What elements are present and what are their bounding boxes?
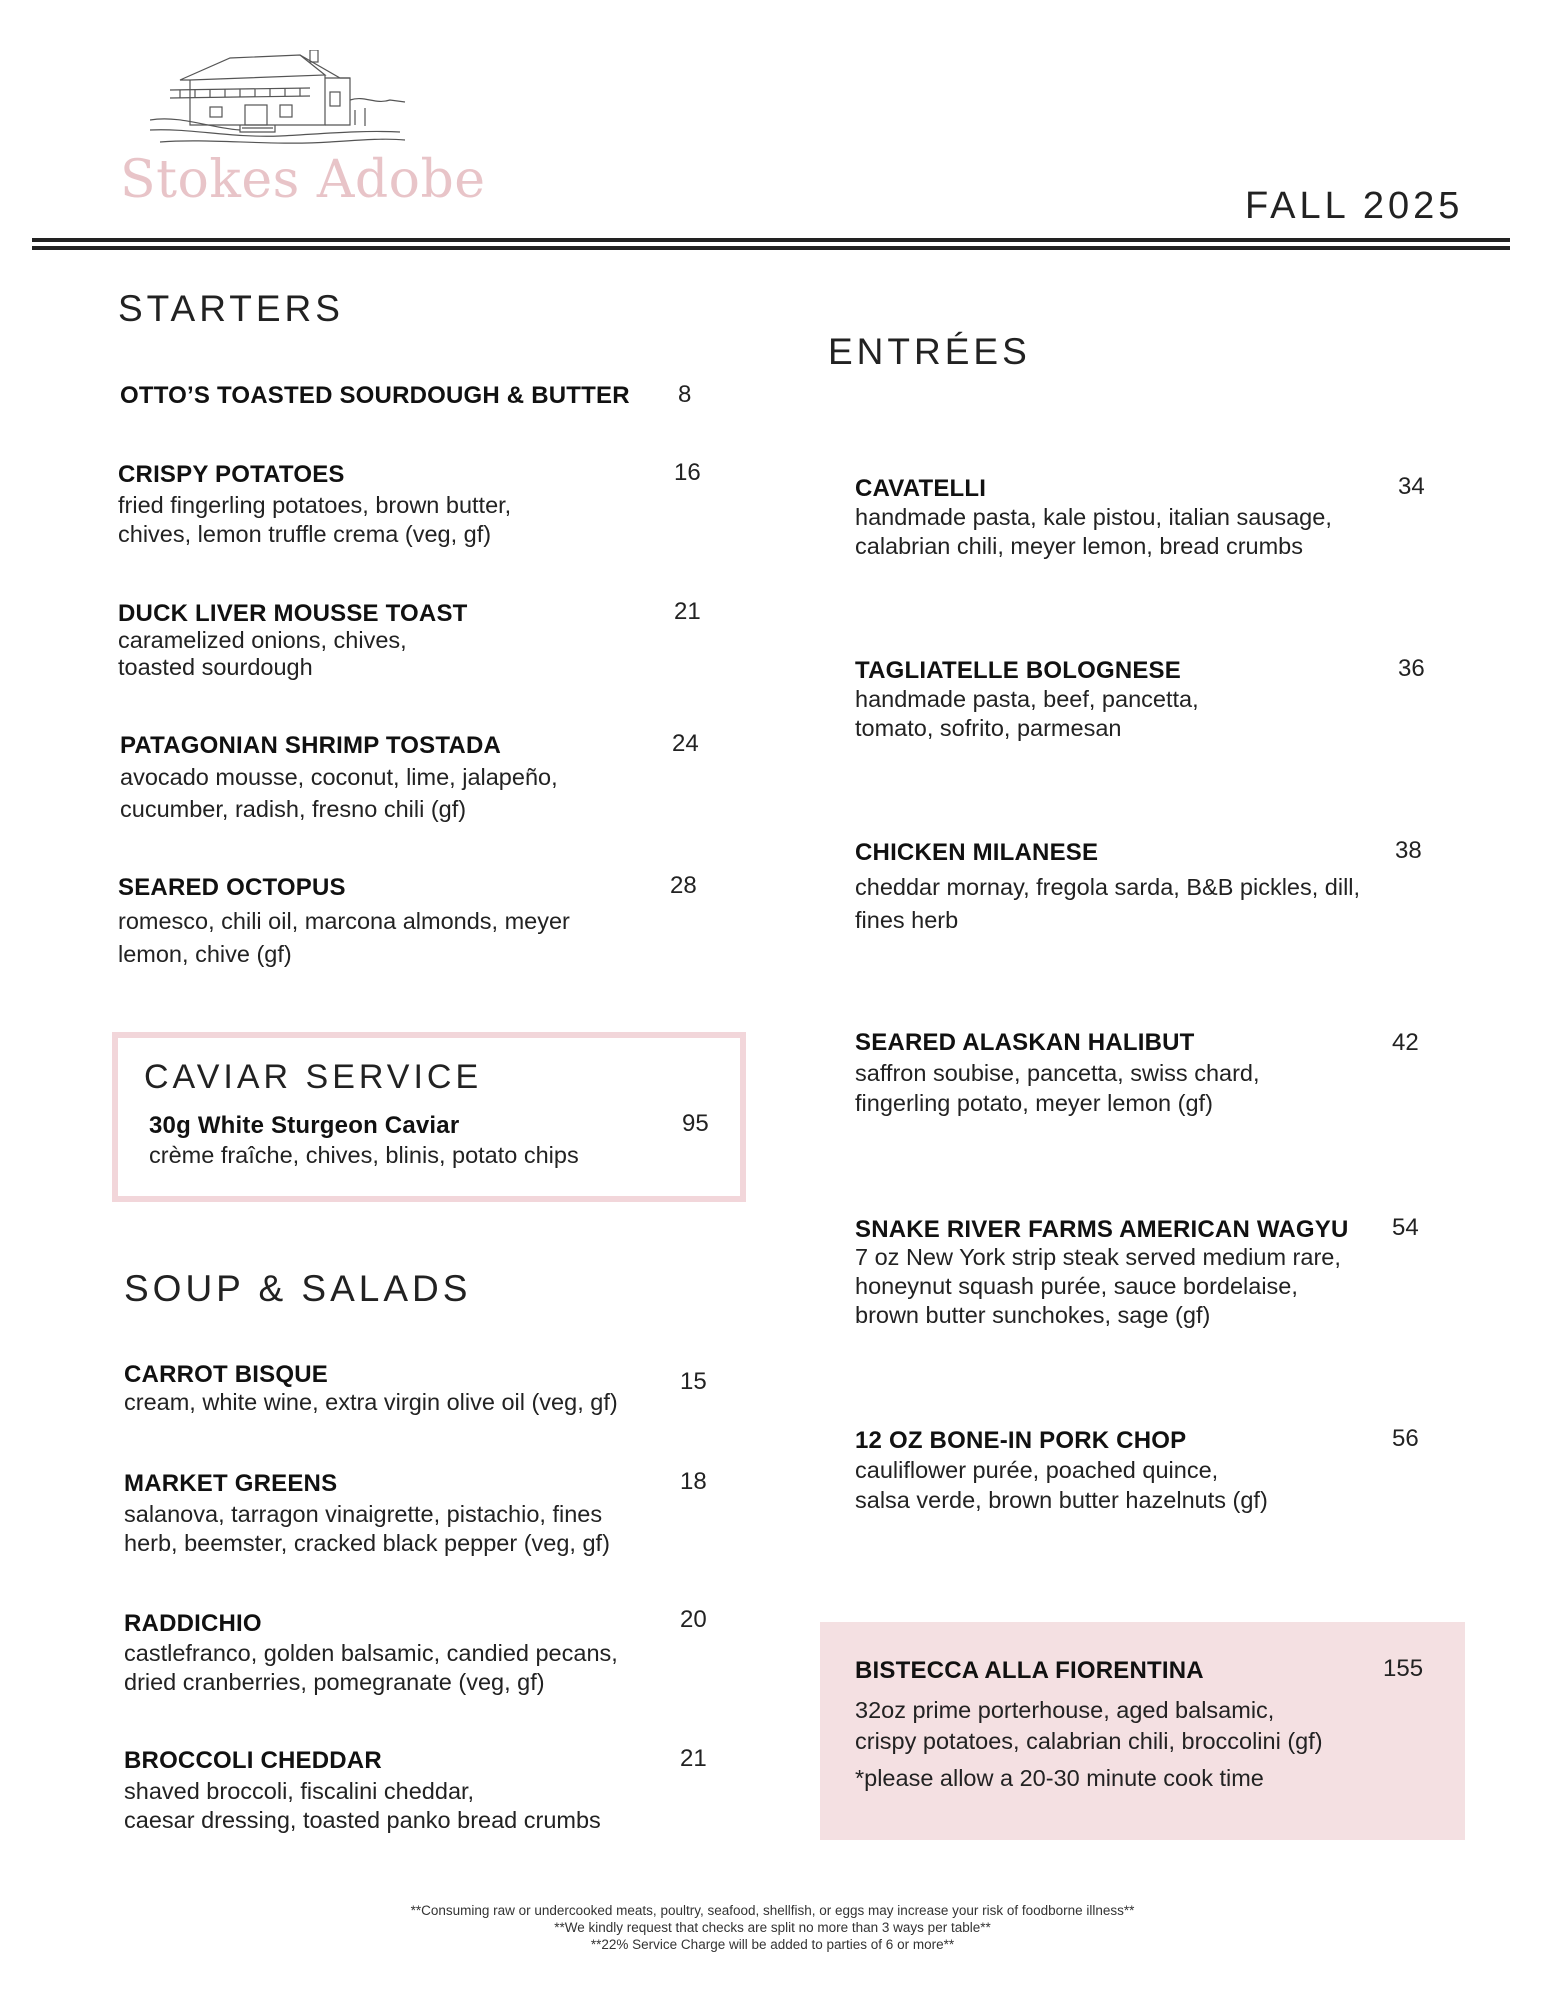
item-price: 24 <box>672 730 699 757</box>
item-description: fried fingerling potatoes, brown butter, chives, lemon truffle crema (veg, gf) <box>118 492 512 547</box>
item-price: 28 <box>670 872 697 899</box>
item-name: RADDICHIO <box>124 1610 262 1637</box>
item-description: handmade pasta, beef, pancetta, tomato, sofrito, parmesan <box>855 686 1199 741</box>
item-price: 42 <box>1392 1029 1419 1056</box>
caviar-price: 95 <box>682 1110 709 1137</box>
item-price: 36 <box>1398 655 1425 682</box>
item-description: handmade pasta, kale pistou, italian sausage, calabrian chili, meyer lemon, bread crumbs <box>855 504 1332 559</box>
item-price: 20 <box>680 1606 707 1633</box>
item-price: 8 <box>678 381 692 408</box>
item-name: MARKET GREENS <box>124 1470 338 1497</box>
item-name: OTTO’S TOASTED SOURDOUGH & BUTTER <box>120 382 630 409</box>
item-price: 38 <box>1395 837 1422 864</box>
item-description: caramelized onions, chives, toasted sourdough <box>118 627 407 680</box>
footer-line: **22% Service Charge will be added to parties of 6 or more** <box>590 1937 955 1952</box>
item-description: shaved broccoli, fiscalini cheddar, caesar dressing, toasted panko bread crumbs <box>124 1778 601 1833</box>
footer-notes <box>0 1902 1545 1953</box>
caviar-item-name: 30g White Sturgeon Caviar <box>149 1112 460 1139</box>
item-name: PATAGONIAN SHRIMP TOSTADA <box>120 732 502 759</box>
item-price: 18 <box>680 1468 707 1495</box>
item-price: 16 <box>674 459 701 486</box>
item-description: cheddar mornay, fregola sarda, B&B pickles, dill, fines herb <box>855 874 1361 933</box>
bistecca-cook-note: *please allow a 20-30 minute cook time <box>855 1765 1264 1791</box>
item-name: DUCK LIVER MOUSSE TOAST <box>118 600 468 627</box>
item-name: 12 OZ BONE-IN PORK CHOP <box>855 1427 1187 1454</box>
item-price: 15 <box>680 1368 707 1395</box>
footer-line: **Consuming raw or undercooked meats, poultry, seafood, shellfish, or eggs may increase your risk of foodborne illness** <box>410 1903 1135 1918</box>
brand-name: Stokes Adobe <box>120 150 486 210</box>
item-name: TAGLIATELLE BOLOGNESE <box>855 657 1181 684</box>
item-description: avocado mousse, coconut, lime, jalapeño, cucumber, radish, fresno chili (gf) <box>120 764 558 822</box>
item-name: SEARED ALASKAN HALIBUT <box>855 1029 1195 1056</box>
item-name: BROCCOLI CHEDDAR <box>124 1747 382 1774</box>
season-title: FALL 2025 <box>1245 185 1464 227</box>
footer-line: **We kindly request that checks are split no more than 3 ways per table** <box>554 1920 991 1935</box>
item-name: CAVATELLI <box>855 475 987 502</box>
soups-title: SOUP & SALADS <box>124 1268 472 1309</box>
starters-title: STARTERS <box>118 288 344 329</box>
stokes-adobe-house-logo <box>150 50 410 150</box>
caviar-description: crème fraîche, chives, blinis, potato chips <box>149 1142 579 1168</box>
item-name: SNAKE RIVER FARMS AMERICAN WAGYU <box>855 1216 1349 1243</box>
item-price: 21 <box>680 1745 707 1772</box>
item-price: 21 <box>674 598 701 625</box>
item-description: 7 oz New York strip steak served medium rare, honeynut squash purée, sauce bordelaise, brown butter sunchokes, sage (gf) <box>855 1244 1341 1328</box>
item-price: 34 <box>1398 473 1425 500</box>
item-description: cream, white wine, extra virgin olive oil (veg, gf) <box>124 1389 618 1415</box>
bistecca-price: 155 <box>1383 1655 1424 1682</box>
header-rule-top <box>32 238 1510 242</box>
item-price: 54 <box>1392 1214 1419 1241</box>
item-name: SEARED OCTOPUS <box>118 874 346 901</box>
item-description: romesco, chili oil, marcona almonds, meyer lemon, chive (gf) <box>118 908 570 967</box>
item-price: 56 <box>1392 1425 1419 1452</box>
item-description: salanova, tarragon vinaigrette, pistachio, fines herb, beemster, cracked black pepper (veg, gf) <box>124 1501 610 1556</box>
caviar-title: CAVIAR SERVICE <box>144 1058 483 1096</box>
item-name: CARROT BISQUE <box>124 1361 328 1388</box>
item-description: cauliflower purée, poached quince, salsa verde, brown butter hazelnuts (gf) <box>855 1457 1268 1513</box>
header-rule-bottom <box>32 246 1510 250</box>
entrees-title: ENTRÉES <box>828 331 1031 372</box>
item-name: CHICKEN MILANESE <box>855 839 1099 866</box>
bistecca-name: BISTECCA ALLA FIORENTINA <box>855 1657 1204 1684</box>
item-description: castlefranco, golden balsamic, candied pecans, dried cranberries, pomegranate (veg, gf) <box>124 1640 618 1695</box>
item-description: saffron soubise, pancetta, swiss chard, fingerling potato, meyer lemon (gf) <box>855 1060 1260 1116</box>
item-name: CRISPY POTATOES <box>118 461 345 488</box>
bistecca-description: 32oz prime porterhouse, aged balsamic, crispy potatoes, calabrian chili, broccolini (gf) <box>855 1697 1323 1754</box>
